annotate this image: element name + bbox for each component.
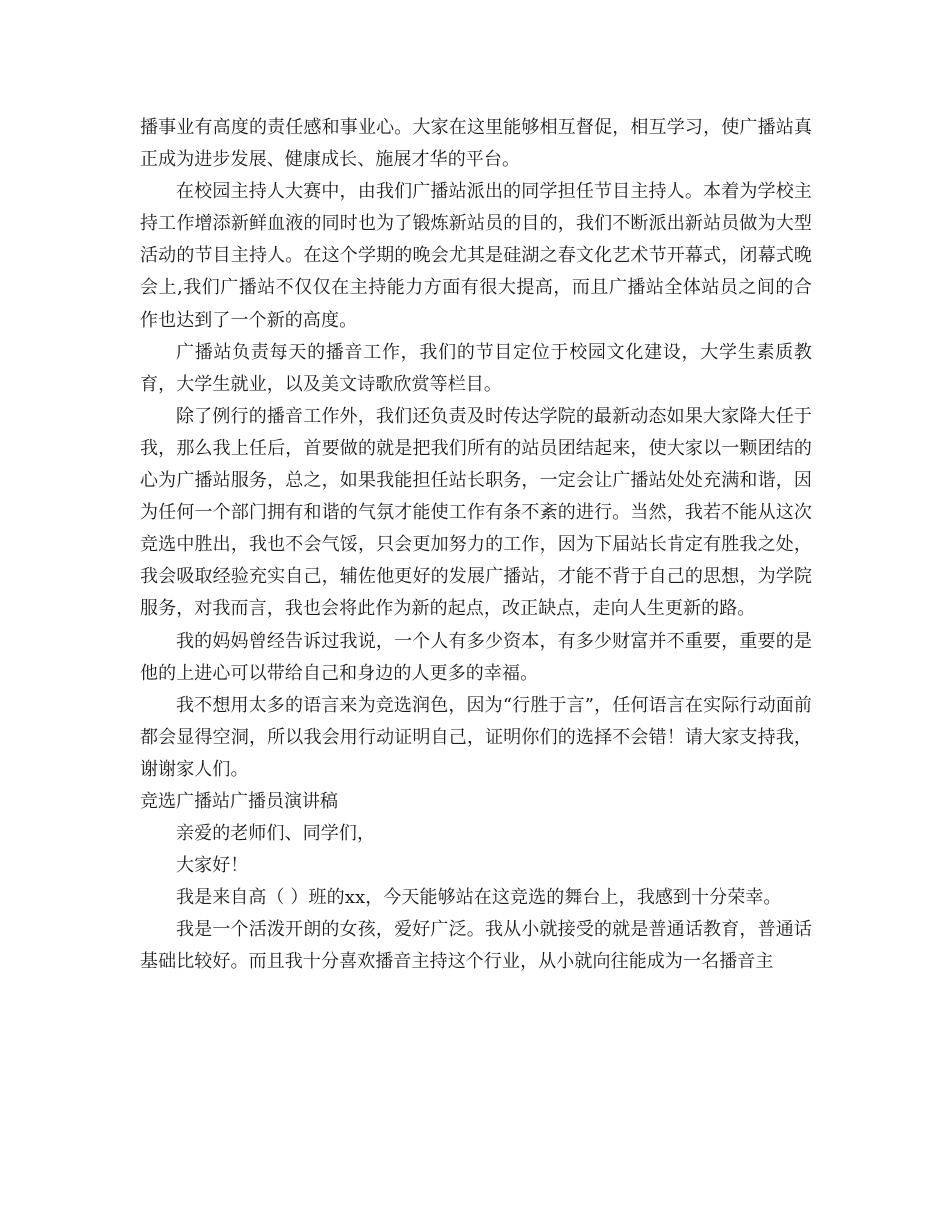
paragraph-personality: 我是一个活泼开朗的女孩，爱好广泛。我从小就接受的就是普通话教育，普通话基础比较好。而且我十分喜欢播音主持这个行业，从小就向往能成为一名播音主 xyxy=(140,919,812,973)
paragraph-mother-quote: 我的妈妈曾经告诉过我说，一个人有多少资本，有多少财富并不重要，重要的是他的上进心可以带给自己和身边的人更多的幸福。 xyxy=(140,630,812,684)
paragraph-commitment: 除了例行的播音工作外，我们还负责及时传达学院的最新动态如果大家降大任于我，那么我上任后，首要做的就是把我们所有的站员团结起来，使大家以一颗团结的心为广播站服务，总之，如果我能担任站长职务，一定会让广播站处处充满和谐，因为任何一个部门拥有和谐的气氛才能使工作有条不紊的进行。当然，我若不能从这次竞选中胜出，我也不会气馁，只会更加努力的工作，因为下届站长肯定有胜我之处，我会吸取经验充实自己，辅佐他更好的发展广播站，才能不背于自己的思想，为学院服务，对我而言，我也会将此作为新的起点，改正缺点，走向人生更新的路。 xyxy=(140,405,812,620)
salutation-line: 大家好！ xyxy=(176,855,249,877)
speech-title: 竞选广播站广播员演讲稿 xyxy=(140,790,338,812)
paragraph-broadcast-duty: 广播站负责每天的播音工作，我们的节目定位于校园文化建设，大学生素质教育，大学生就业，以及美文诗歌欣赏等栏目。 xyxy=(140,341,812,395)
paragraph-continued: 播事业有高度的责任感和事业心。大家在这里能够相互督促，相互学习，使广播站真正成为进步发展、健康成长、施展才华的平台。 xyxy=(140,117,812,171)
paragraph-host-contest: 在校园主持人大赛中，由我们广播站派出的同学担任节目主持人。本着为学校主持工作增添新鲜血液的同时也为了锻炼新站员的目的，我们不断派出新站员做为大型活动的节目主持人。在这个学期的晚会尤其是硅湖之春文化艺术节开幕式，闭幕式晚会上,我们广播站不仅仅在主持能力方面有很大提高，而且广播站全体站员之间的合作也达到了一个新的高度。 xyxy=(140,181,812,331)
paragraph-closing: 我不想用太多的语言来为竞选润色，因为“行胜于言”，任何语言在实际行动面前都会显得空洞，所以我会用行动证明自己，证明你们的选择不会错！请大家支持我，谢谢家人们。 xyxy=(140,694,812,780)
paragraph-introduction: 我是来自高（ ）班的xx，今天能够站在这竞选的舞台上，我感到十分荣幸。 xyxy=(176,887,782,909)
greeting-line: 亲爱的老师们、同学们， xyxy=(176,823,376,845)
document-page xyxy=(140,112,812,979)
